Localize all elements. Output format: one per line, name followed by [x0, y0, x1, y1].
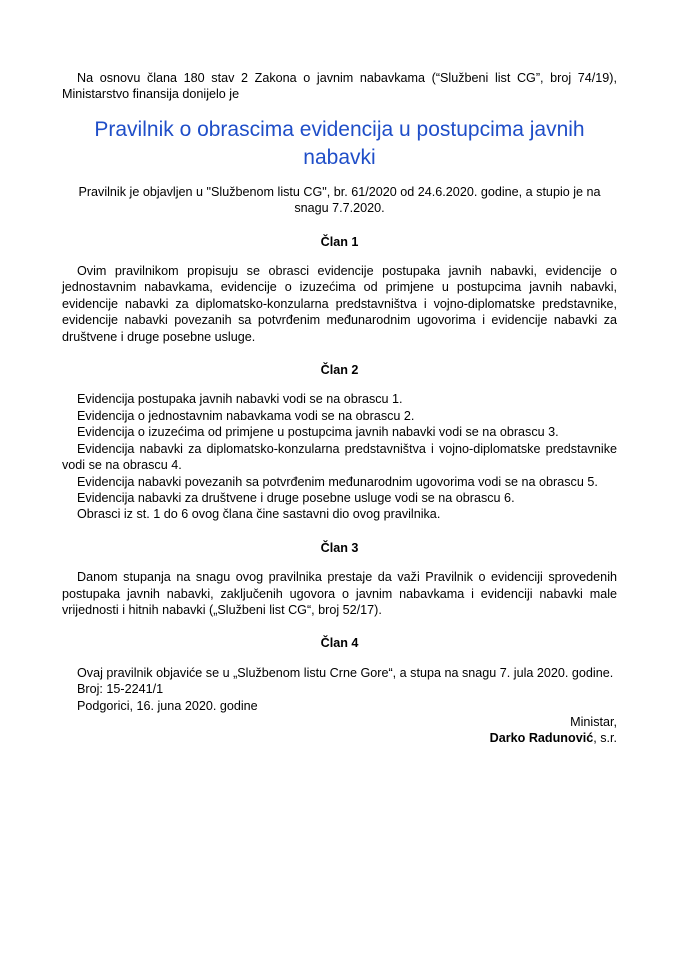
article-4-heading: Član 4: [320, 636, 359, 651]
signer-line: [62, 730, 617, 746]
place-and-date: Podgorici, 16. juna 2020. godine: [77, 698, 258, 713]
article-2-paragraph-3: Evidencija o izuzećima od primjene u postupcima javnih nabavki vodi se na obrascu 3.: [77, 425, 559, 440]
document-page: [62, 70, 617, 747]
article-1-heading: Član 1: [320, 234, 359, 249]
publication-note: Pravilnik je objavljen u "Službenom listu CG", br. 61/2020 od 24.6.2020. godine, a stupio je na snagu 7.7.2020.: [78, 184, 601, 216]
article-2-heading: Član 2: [320, 363, 359, 378]
article-2-paragraph-5: Evidencija nabavki povezanih sa potvrđenim međunarodnim ugovorima vodi se na obrascu 5.: [77, 474, 598, 489]
intro-paragraph: Na osnovu člana 180 stav 2 Zakona o javnim nabavkama (“Službeni list CG”, broj 74/19), Ministarstvo finansija donijelo je: [62, 71, 617, 102]
document-number: Broj: 15-2241/1: [77, 682, 164, 697]
document-title: Pravilnik o obrascima evidencija u postupcima javnih nabavki: [94, 117, 585, 169]
signer-role: Ministar,: [570, 714, 617, 729]
article-2-paragraph-4: Evidencija nabavki za diplomatsko-konzularna predstavništva i vojno-diplomatske predstavnike vodi se na obrascu 4.: [62, 441, 617, 473]
article-2-paragraph-7: Obrasci iz st. 1 do 6 ovog člana čine sastavni dio ovog pravilnika.: [77, 507, 441, 522]
article-1-paragraph-1: Ovim pravilnikom propisuju se obrasci evidencije postupaka javnih nabavki, evidencije o jednostavnim nabavkama, evidencije o izuzećima od primjene u postupcima javnih nabavki, evidencije nabavki za diplomatsko-konzularna predstavništva i vojno-diplomatske predstavnike, evidencije nabavki povezanih sa potvrđenim međunarodnim ugovorima i evidencije nabavki za društvene i druge posebne usluge.: [62, 264, 617, 344]
article-3-paragraph-1: Danom stupanja na snagu ovog pravilnika prestaje da važi Pravilnik o evidenciji sprovedenih postupaka javnih nabavki, zaključenih ugovora o javnim nabavkama i evidenciji nabavki male vrijednosti i hitnih nabavki („Službeni list CG“, broj 52/17).: [62, 570, 617, 617]
article-2-paragraph-2: Evidencija o jednostavnim nabavkama vodi se na obrascu 2.: [77, 408, 415, 423]
signer-suffix: , s.r.: [593, 731, 617, 746]
article-2-paragraph-1: Evidencija postupaka javnih nabavki vodi se na obrascu 1.: [77, 392, 403, 407]
article-2-paragraph-6: Evidencija nabavki za društvene i druge posebne usluge vodi se na obrascu 6.: [77, 490, 515, 505]
signer-name: Darko Radunović: [489, 731, 594, 746]
article-3-heading: Član 3: [320, 540, 359, 555]
article-4-paragraph-1: Ovaj pravilnik objaviće se u „Službenom listu Crne Gore“, a stupa na snagu 7. jula 2020. godine.: [77, 665, 614, 680]
